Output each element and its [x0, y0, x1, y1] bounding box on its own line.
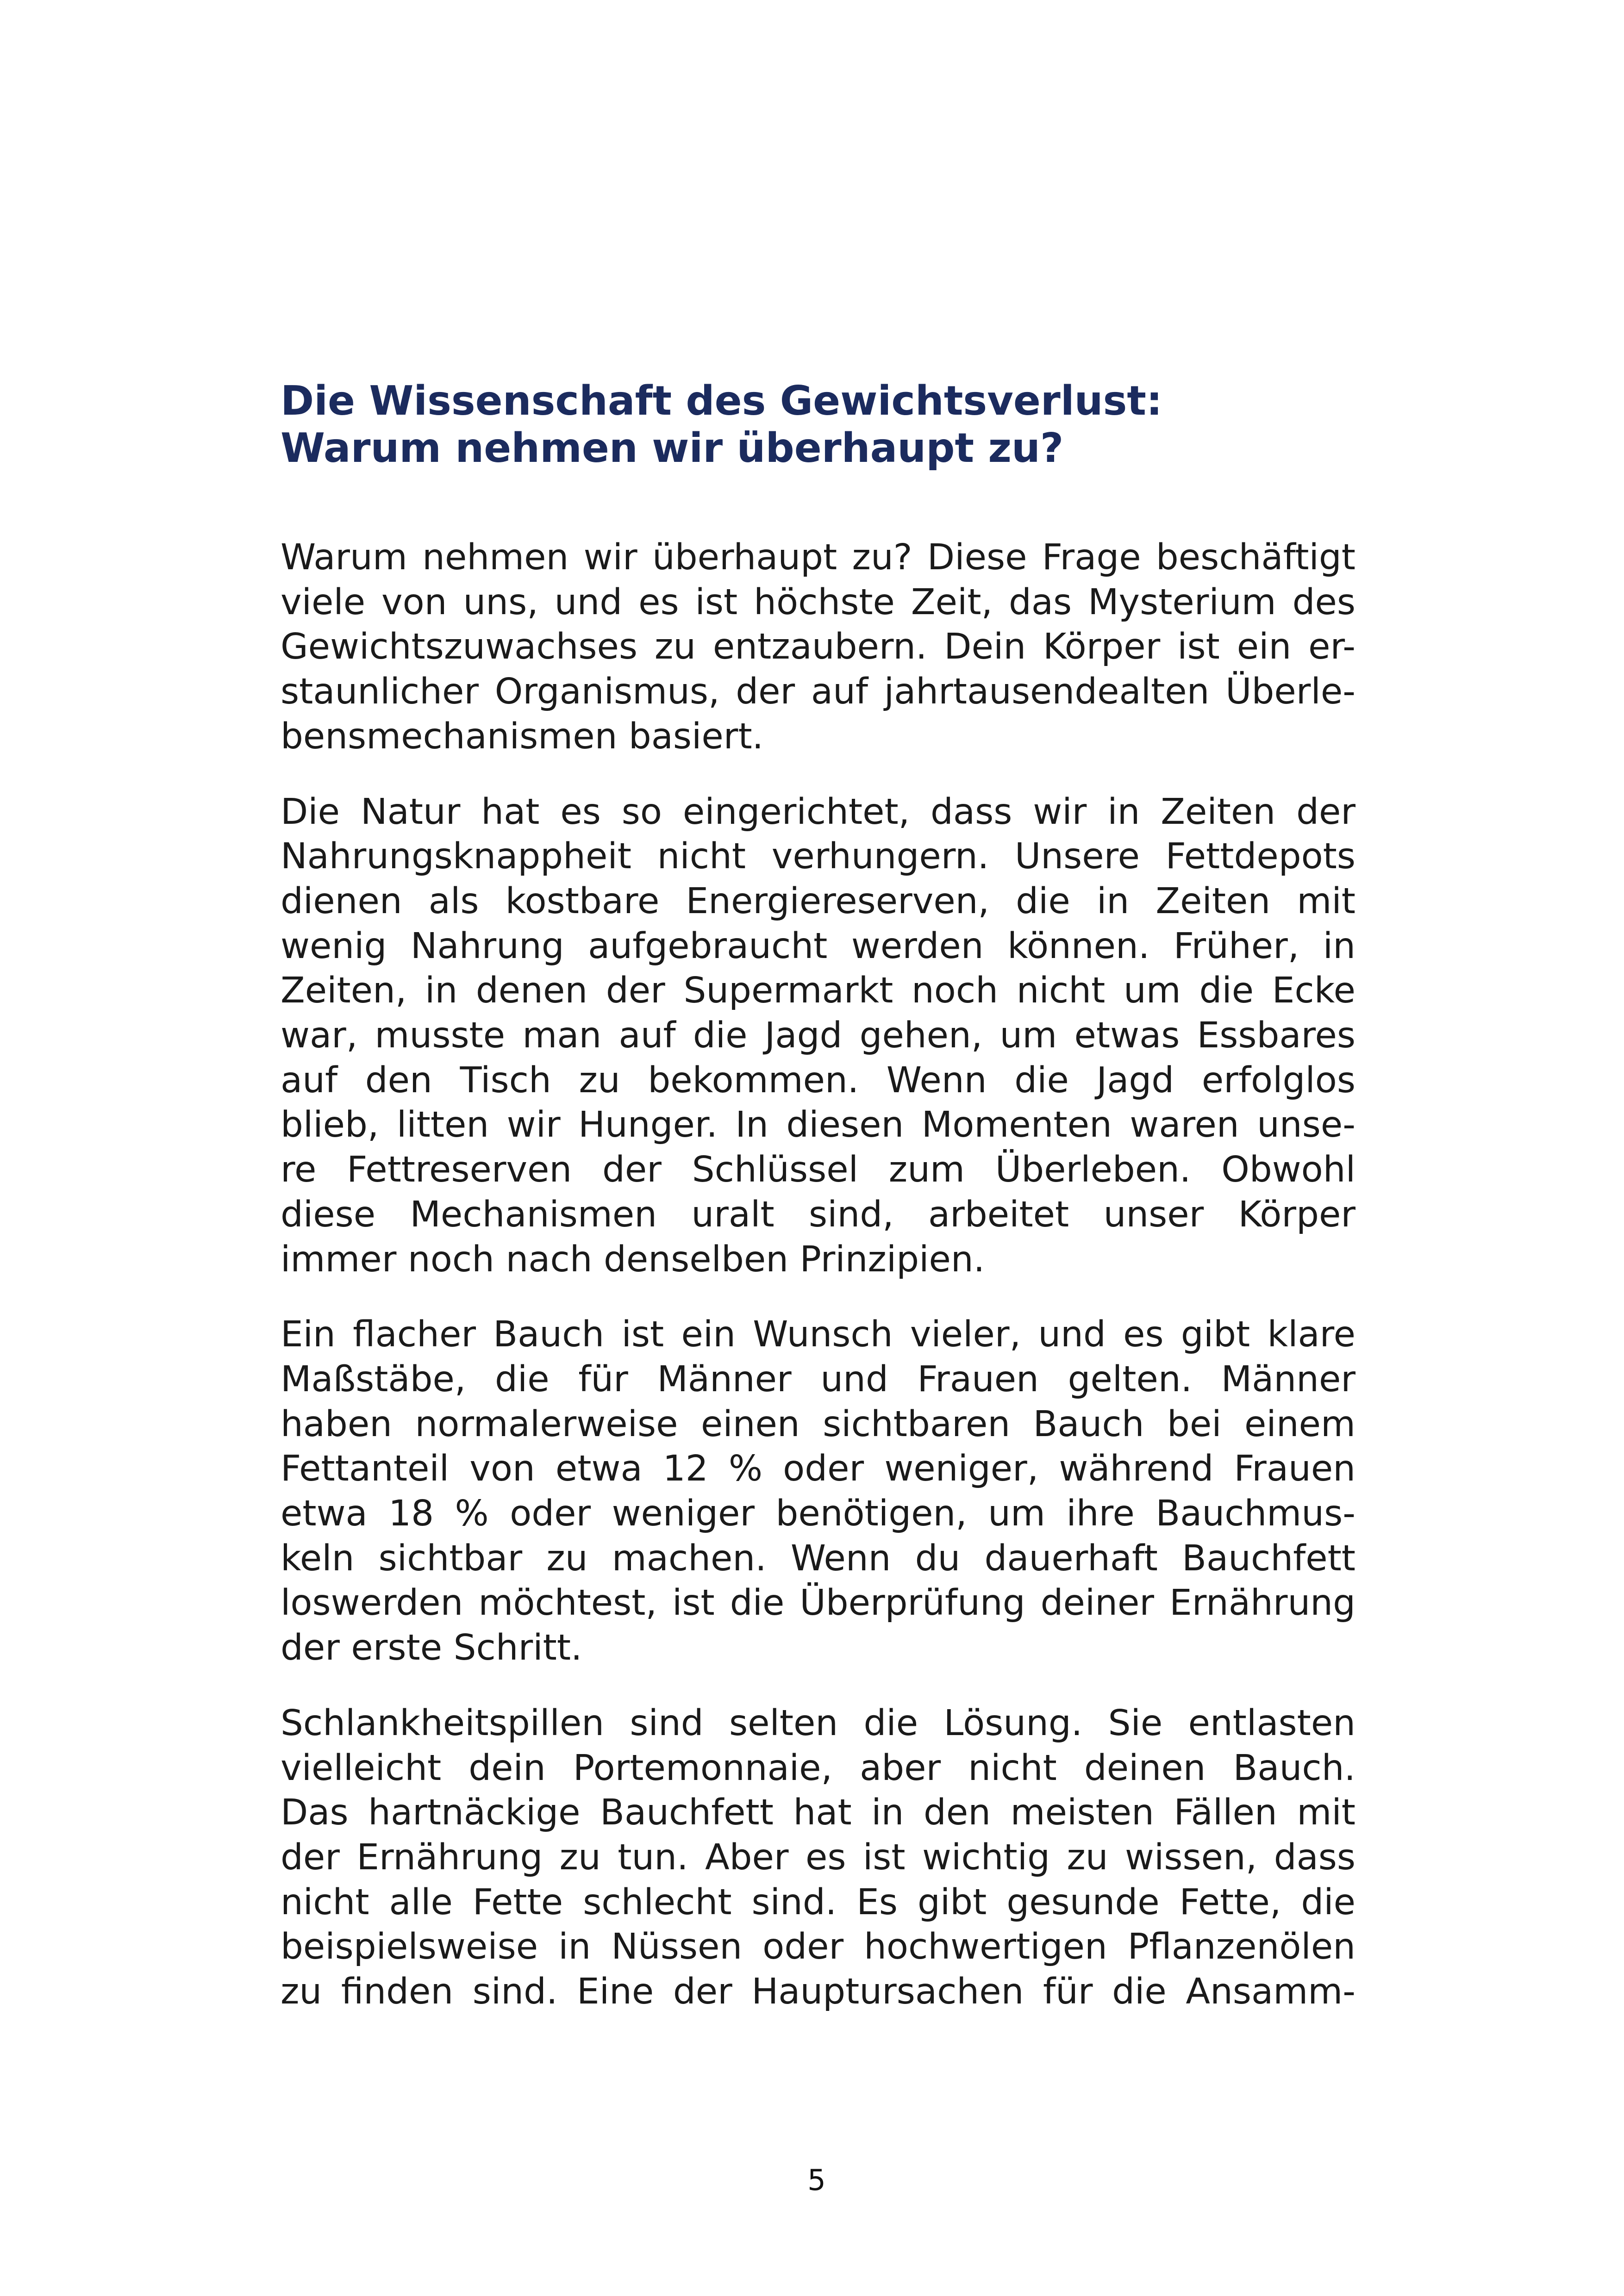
- text-line: Nahrungsknappheit nicht verhungern. Unsere Fettdepots: [281, 836, 1355, 877]
- chapter-heading-line: Warum nehmen wir überhaupt zu?: [281, 424, 1064, 472]
- text-line: immer noch nach denselben Prinzipien.: [281, 1238, 985, 1280]
- text-line: vielleicht dein Portemonnaie, aber nicht deinen Bauch.: [281, 1747, 1355, 1789]
- text-line: Die Natur hat es so eingerichtet, dass wir in Zeiten der: [281, 791, 1355, 833]
- text-line: Ein flacher Bauch ist ein Wunsch vieler, und es gibt klare: [281, 1314, 1355, 1356]
- text-line: Gewichtszuwachses zu entzaubern. Dein Körper ist ein er-: [281, 626, 1355, 668]
- text-line: wenig Nahrung aufgebraucht werden können. Früher, in: [281, 925, 1355, 967]
- body-paragraph: [281, 1701, 1355, 2015]
- text-line: Das hartnäckige Bauchfett hat in den meisten Fällen mit: [281, 1792, 1355, 1834]
- text-line: viele von uns, und es ist höchste Zeit, das Mysterium des: [281, 581, 1355, 623]
- text-line: war, musste man auf die Jagd gehen, um etwas Essbares: [281, 1015, 1355, 1057]
- chapter-heading-line: Die Wissenschaft des Gewichtsverlust:: [281, 377, 1162, 424]
- text-line: haben normalerweise einen sichtbaren Bauch bei einem: [281, 1403, 1355, 1445]
- body-paragraph: [281, 790, 1355, 1282]
- body-paragraph: [281, 1313, 1355, 1671]
- text-line: bensmechanismen basiert.: [281, 716, 764, 757]
- text-line: nicht alle Fette schlecht sind. Es gibt gesunde Fette, die: [281, 1881, 1355, 1923]
- text-line: der Ernährung zu tun. Aber es ist wichtig zu wissen, dass: [281, 1836, 1355, 1878]
- text-line: der erste Schritt.: [281, 1627, 582, 1669]
- body-paragraph: [281, 535, 1355, 759]
- text-line: keln sichtbar zu machen. Wenn du dauerhaft Bauchfett: [281, 1537, 1355, 1579]
- text-line: auf den Tisch zu bekommen. Wenn die Jagd erfolglos: [281, 1059, 1355, 1101]
- page-number: 5: [807, 2163, 826, 2197]
- text-line: re Fettreserven der Schlüssel zum Überleben. Obwohl: [281, 1149, 1355, 1191]
- text-line: zu finden sind. Eine der Hauptursachen für die Ansamm-: [281, 1971, 1355, 2013]
- text-line: loswerden möchtest, ist die Überprüfung deiner Ernährung: [281, 1582, 1355, 1624]
- text-line: staunlicher Organismus, der auf jahrtausendealten Überle-: [281, 671, 1355, 713]
- text-line: Schlankheitspillen sind selten die Lösung. Sie entlasten: [281, 1702, 1355, 1744]
- text-line: Maßstäbe, die für Männer und Frauen gelten. Männer: [281, 1358, 1355, 1400]
- text-line: Zeiten, in denen der Supermarkt noch nicht um die Ecke: [281, 970, 1355, 1012]
- text-line: diese Mechanismen uralt sind, arbeitet unser Körper: [281, 1194, 1355, 1235]
- text-line: Fettanteil von etwa 12 % oder weniger, während Frauen: [281, 1448, 1355, 1490]
- text-line: Warum nehmen wir überhaupt zu? Diese Frage beschäftigt: [281, 537, 1355, 578]
- body-text: [281, 535, 1355, 2015]
- text-line: dienen als kostbare Energiereserven, die in Zeiten mit: [281, 880, 1355, 922]
- chapter-heading: [281, 377, 1355, 472]
- text-line: blieb, litten wir Hunger. In diesen Momenten waren unse-: [281, 1104, 1355, 1146]
- text-line: etwa 18 % oder weniger benötigen, um ihre Bauchmus-: [281, 1493, 1355, 1535]
- text-line: beispielsweise in Nüssen oder hochwertigen Pflanzenölen: [281, 1926, 1355, 1968]
